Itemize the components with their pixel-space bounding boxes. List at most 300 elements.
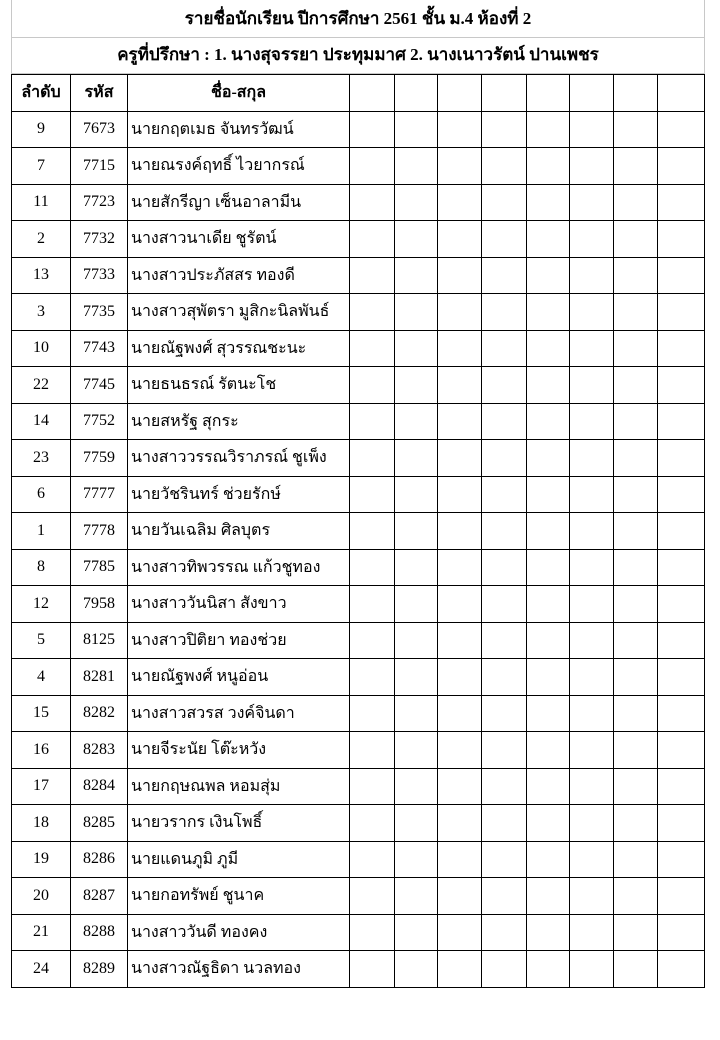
blank-cell bbox=[395, 184, 438, 221]
blank-cell bbox=[527, 805, 570, 842]
blank-cell bbox=[614, 951, 658, 988]
blank-cell bbox=[482, 330, 527, 367]
blank-cell bbox=[570, 111, 614, 148]
blank-cell bbox=[395, 111, 438, 148]
blank-cell bbox=[482, 841, 527, 878]
order-cell: 5 bbox=[12, 622, 71, 659]
order-cell: 15 bbox=[12, 695, 71, 732]
id-cell: 8282 bbox=[71, 695, 128, 732]
id-cell: 7735 bbox=[71, 294, 128, 331]
blank-cell bbox=[658, 111, 705, 148]
blank-cell bbox=[482, 951, 527, 988]
blank-cell bbox=[395, 476, 438, 513]
blank-cell bbox=[482, 257, 527, 294]
blank-cell bbox=[482, 695, 527, 732]
order-cell: 7 bbox=[12, 148, 71, 185]
blank-cell bbox=[482, 111, 527, 148]
blank-cell bbox=[614, 440, 658, 477]
blank-cell bbox=[570, 732, 614, 769]
blank-cell bbox=[438, 294, 482, 331]
blank-cell bbox=[350, 184, 395, 221]
order-cell: 22 bbox=[12, 367, 71, 404]
order-cell: 1 bbox=[12, 513, 71, 550]
order-cell: 6 bbox=[12, 476, 71, 513]
name-cell: นางสาวสุพัตรา มูสิกะนิลพันธ์ bbox=[128, 294, 350, 331]
blank-cell bbox=[614, 695, 658, 732]
blank-cell bbox=[570, 914, 614, 951]
blank-cell bbox=[570, 695, 614, 732]
blank-cell bbox=[350, 914, 395, 951]
table-row bbox=[12, 476, 705, 513]
blank-cell bbox=[658, 622, 705, 659]
blank-cell bbox=[395, 951, 438, 988]
blank-cell bbox=[438, 695, 482, 732]
blank-cell bbox=[482, 513, 527, 550]
header-blank-cell bbox=[482, 75, 527, 112]
blank-cell bbox=[438, 367, 482, 404]
blank-cell bbox=[527, 367, 570, 404]
name-cell: นายกฤตเมธ จันทรวัฒน์ bbox=[128, 111, 350, 148]
blank-cell bbox=[438, 440, 482, 477]
table-row bbox=[12, 768, 705, 805]
table-row bbox=[12, 367, 705, 404]
header-blank-cell bbox=[438, 75, 482, 112]
blank-cell bbox=[395, 330, 438, 367]
table-row bbox=[12, 732, 705, 769]
table-row bbox=[12, 586, 705, 623]
blank-cell bbox=[570, 184, 614, 221]
blank-cell bbox=[658, 768, 705, 805]
blank-cell bbox=[395, 549, 438, 586]
blank-cell bbox=[527, 148, 570, 185]
blank-cell bbox=[527, 622, 570, 659]
id-cell: 7752 bbox=[71, 403, 128, 440]
blank-cell bbox=[614, 111, 658, 148]
blank-cell bbox=[350, 878, 395, 915]
blank-cell bbox=[527, 476, 570, 513]
blank-cell bbox=[350, 805, 395, 842]
blank-cell bbox=[350, 768, 395, 805]
blank-cell bbox=[395, 914, 438, 951]
name-cell: นายวันเฉลิม ศิลบุตร bbox=[128, 513, 350, 550]
name-cell: นายกฤษณพล หอมสุ่ม bbox=[128, 768, 350, 805]
blank-cell bbox=[570, 221, 614, 258]
table-row bbox=[12, 184, 705, 221]
blank-cell bbox=[482, 622, 527, 659]
blank-cell bbox=[438, 878, 482, 915]
blank-cell bbox=[658, 878, 705, 915]
blank-cell bbox=[482, 367, 527, 404]
blank-cell bbox=[395, 294, 438, 331]
order-cell: 18 bbox=[12, 805, 71, 842]
id-cell: 8285 bbox=[71, 805, 128, 842]
blank-cell bbox=[350, 221, 395, 258]
table-row bbox=[12, 403, 705, 440]
blank-cell bbox=[658, 914, 705, 951]
blank-cell bbox=[482, 878, 527, 915]
blank-cell bbox=[614, 221, 658, 258]
blank-cell bbox=[614, 805, 658, 842]
blank-cell bbox=[350, 841, 395, 878]
blank-cell bbox=[438, 221, 482, 258]
blank-cell bbox=[570, 586, 614, 623]
id-cell: 7732 bbox=[71, 221, 128, 258]
advisors-line: ครูที่ปรึกษา : 1. นางสุจรรยา ประทุมมาศ 2. นางเนาวรัตน์ ปานเพชร bbox=[11, 37, 705, 74]
blank-cell bbox=[658, 951, 705, 988]
order-cell: 24 bbox=[12, 951, 71, 988]
blank-cell bbox=[614, 732, 658, 769]
blank-cell bbox=[658, 841, 705, 878]
id-cell: 7745 bbox=[71, 367, 128, 404]
header-blank-cell bbox=[350, 75, 395, 112]
table-row bbox=[12, 148, 705, 185]
blank-cell bbox=[570, 768, 614, 805]
blank-cell bbox=[570, 878, 614, 915]
blank-cell bbox=[438, 732, 482, 769]
blank-cell bbox=[614, 914, 658, 951]
blank-cell bbox=[438, 184, 482, 221]
order-cell: 4 bbox=[12, 659, 71, 696]
name-cell: นางสาวปิติยา ทองช่วย bbox=[128, 622, 350, 659]
blank-cell bbox=[438, 476, 482, 513]
name-cell: นายสักรีญา เซ็นอาลามีน bbox=[128, 184, 350, 221]
blank-cell bbox=[658, 805, 705, 842]
blank-cell bbox=[527, 878, 570, 915]
blank-cell bbox=[527, 914, 570, 951]
blank-cell bbox=[350, 732, 395, 769]
name-cell: นายวัชรินทร์ ช่วยรักษ์ bbox=[128, 476, 350, 513]
blank-cell bbox=[438, 330, 482, 367]
blank-cell bbox=[614, 586, 658, 623]
student-table bbox=[11, 74, 705, 988]
order-cell: 19 bbox=[12, 841, 71, 878]
blank-cell bbox=[395, 695, 438, 732]
blank-cell bbox=[658, 148, 705, 185]
blank-cell bbox=[350, 367, 395, 404]
blank-cell bbox=[395, 732, 438, 769]
blank-cell bbox=[395, 622, 438, 659]
blank-cell bbox=[658, 221, 705, 258]
blank-cell bbox=[658, 549, 705, 586]
blank-cell bbox=[395, 367, 438, 404]
blank-cell bbox=[350, 622, 395, 659]
blank-cell bbox=[614, 367, 658, 404]
order-cell: 9 bbox=[12, 111, 71, 148]
table-row bbox=[12, 549, 705, 586]
blank-cell bbox=[350, 476, 395, 513]
table-row bbox=[12, 622, 705, 659]
blank-cell bbox=[527, 732, 570, 769]
blank-cell bbox=[614, 659, 658, 696]
blank-cell bbox=[350, 951, 395, 988]
name-cell: นางสาววันนิสา สังขาว bbox=[128, 586, 350, 623]
name-cell: นายณัฐพงศ์ สุวรรณชะนะ bbox=[128, 330, 350, 367]
blank-cell bbox=[527, 549, 570, 586]
blank-cell bbox=[527, 841, 570, 878]
blank-cell bbox=[395, 440, 438, 477]
blank-cell bbox=[350, 330, 395, 367]
blank-cell bbox=[482, 294, 527, 331]
blank-cell bbox=[570, 841, 614, 878]
blank-cell bbox=[614, 148, 658, 185]
name-cell: นายณรงค์ฤทธิ์ ไวยากรณ์ bbox=[128, 148, 350, 185]
blank-cell bbox=[482, 805, 527, 842]
blank-cell bbox=[658, 586, 705, 623]
blank-cell bbox=[658, 330, 705, 367]
blank-cell bbox=[350, 403, 395, 440]
id-cell: 7778 bbox=[71, 513, 128, 550]
blank-cell bbox=[482, 914, 527, 951]
header-blank-cell bbox=[614, 75, 658, 112]
blank-cell bbox=[350, 659, 395, 696]
blank-cell bbox=[482, 732, 527, 769]
blank-cell bbox=[658, 659, 705, 696]
blank-cell bbox=[658, 732, 705, 769]
order-cell: 21 bbox=[12, 914, 71, 951]
name-cell: นายกอทรัพย์ ชูนาค bbox=[128, 878, 350, 915]
blank-cell bbox=[614, 841, 658, 878]
blank-cell bbox=[395, 805, 438, 842]
order-cell: 20 bbox=[12, 878, 71, 915]
blank-cell bbox=[482, 184, 527, 221]
table-header-row bbox=[12, 75, 705, 112]
name-cell: นายแดนภูมิ ภูมี bbox=[128, 841, 350, 878]
order-cell: 23 bbox=[12, 440, 71, 477]
blank-cell bbox=[482, 148, 527, 185]
blank-cell bbox=[350, 586, 395, 623]
id-cell: 7723 bbox=[71, 184, 128, 221]
order-cell: 17 bbox=[12, 768, 71, 805]
order-cell: 3 bbox=[12, 294, 71, 331]
id-cell: 7785 bbox=[71, 549, 128, 586]
blank-cell bbox=[527, 111, 570, 148]
blank-cell bbox=[658, 440, 705, 477]
blank-cell bbox=[570, 330, 614, 367]
blank-cell bbox=[570, 805, 614, 842]
blank-cell bbox=[570, 257, 614, 294]
blank-cell bbox=[438, 549, 482, 586]
id-cell: 7733 bbox=[71, 257, 128, 294]
id-cell: 8288 bbox=[71, 914, 128, 951]
blank-cell bbox=[350, 440, 395, 477]
blank-cell bbox=[614, 330, 658, 367]
name-cell: นางสาวณัฐธิดา นวลทอง bbox=[128, 951, 350, 988]
blank-cell bbox=[482, 440, 527, 477]
order-cell: 12 bbox=[12, 586, 71, 623]
id-cell: 8289 bbox=[71, 951, 128, 988]
blank-cell bbox=[570, 148, 614, 185]
id-cell: 7958 bbox=[71, 586, 128, 623]
blank-cell bbox=[482, 659, 527, 696]
blank-cell bbox=[395, 586, 438, 623]
id-cell: 7777 bbox=[71, 476, 128, 513]
blank-cell bbox=[438, 659, 482, 696]
order-cell: 2 bbox=[12, 221, 71, 258]
blank-cell bbox=[570, 403, 614, 440]
blank-cell bbox=[527, 659, 570, 696]
name-cell: นายณัฐพงศ์ หนูอ่อน bbox=[128, 659, 350, 696]
header-blank-cell bbox=[570, 75, 614, 112]
blank-cell bbox=[438, 951, 482, 988]
id-cell: 8283 bbox=[71, 732, 128, 769]
blank-cell bbox=[350, 111, 395, 148]
blank-cell bbox=[438, 513, 482, 550]
blank-cell bbox=[438, 914, 482, 951]
id-cell: 8287 bbox=[71, 878, 128, 915]
blank-cell bbox=[570, 294, 614, 331]
blank-cell bbox=[438, 257, 482, 294]
id-cell: 7759 bbox=[71, 440, 128, 477]
blank-cell bbox=[482, 768, 527, 805]
id-cell: 8284 bbox=[71, 768, 128, 805]
blank-cell bbox=[658, 476, 705, 513]
id-cell: 7715 bbox=[71, 148, 128, 185]
blank-cell bbox=[527, 221, 570, 258]
order-cell: 16 bbox=[12, 732, 71, 769]
blank-cell bbox=[527, 513, 570, 550]
blank-cell bbox=[438, 403, 482, 440]
blank-cell bbox=[570, 951, 614, 988]
blank-cell bbox=[527, 695, 570, 732]
blank-cell bbox=[614, 257, 658, 294]
id-cell: 8286 bbox=[71, 841, 128, 878]
name-cell: นางสาวนาเดีย ชูรัตน์ bbox=[128, 221, 350, 258]
name-cell: นายสหรัฐ สุกระ bbox=[128, 403, 350, 440]
blank-cell bbox=[438, 805, 482, 842]
blank-cell bbox=[350, 695, 395, 732]
blank-cell bbox=[614, 622, 658, 659]
table-row bbox=[12, 914, 705, 951]
blank-cell bbox=[395, 148, 438, 185]
table-row bbox=[12, 440, 705, 477]
table-row bbox=[12, 841, 705, 878]
blank-cell bbox=[658, 367, 705, 404]
blank-cell bbox=[658, 184, 705, 221]
blank-cell bbox=[658, 403, 705, 440]
table-row bbox=[12, 878, 705, 915]
table-row bbox=[12, 257, 705, 294]
id-cell: 8281 bbox=[71, 659, 128, 696]
name-cell: นายจีระนัย โต๊ะหวัง bbox=[128, 732, 350, 769]
id-cell: 7673 bbox=[71, 111, 128, 148]
page-title: รายชื่อนักเรียน ปีการศึกษา 2561 ชั้น ม.4 ห้องที่ 2 bbox=[11, 0, 705, 38]
header-blank-cell bbox=[527, 75, 570, 112]
blank-cell bbox=[658, 257, 705, 294]
table-row bbox=[12, 695, 705, 732]
blank-cell bbox=[614, 403, 658, 440]
blank-cell bbox=[482, 221, 527, 258]
blank-cell bbox=[527, 403, 570, 440]
blank-cell bbox=[570, 367, 614, 404]
name-cell: นางสาวสวรส วงค์จินดา bbox=[128, 695, 350, 732]
blank-cell bbox=[482, 586, 527, 623]
order-cell: 11 bbox=[12, 184, 71, 221]
header-blank-cell bbox=[395, 75, 438, 112]
blank-cell bbox=[614, 549, 658, 586]
table-row bbox=[12, 659, 705, 696]
blank-cell bbox=[527, 440, 570, 477]
blank-cell bbox=[482, 403, 527, 440]
header-name: ชื่อ-สกุล bbox=[128, 75, 350, 112]
blank-cell bbox=[395, 221, 438, 258]
order-cell: 10 bbox=[12, 330, 71, 367]
blank-cell bbox=[527, 768, 570, 805]
blank-cell bbox=[395, 659, 438, 696]
blank-cell bbox=[527, 586, 570, 623]
blank-cell bbox=[438, 148, 482, 185]
order-cell: 13 bbox=[12, 257, 71, 294]
table-row bbox=[12, 221, 705, 258]
blank-cell bbox=[395, 841, 438, 878]
blank-cell bbox=[350, 294, 395, 331]
blank-cell bbox=[614, 294, 658, 331]
blank-cell bbox=[570, 513, 614, 550]
blank-cell bbox=[570, 622, 614, 659]
table-row bbox=[12, 294, 705, 331]
name-cell: นางสาวประภัสสร ทองดี bbox=[128, 257, 350, 294]
table-row bbox=[12, 330, 705, 367]
blank-cell bbox=[350, 257, 395, 294]
blank-cell bbox=[570, 440, 614, 477]
blank-cell bbox=[614, 768, 658, 805]
blank-cell bbox=[614, 878, 658, 915]
blank-cell bbox=[570, 549, 614, 586]
header-id: รหัส bbox=[71, 75, 128, 112]
blank-cell bbox=[527, 294, 570, 331]
blank-cell bbox=[395, 513, 438, 550]
id-cell: 7743 bbox=[71, 330, 128, 367]
table-row bbox=[12, 951, 705, 988]
blank-cell bbox=[438, 586, 482, 623]
blank-cell bbox=[350, 549, 395, 586]
blank-cell bbox=[438, 622, 482, 659]
blank-cell bbox=[527, 951, 570, 988]
blank-cell bbox=[658, 513, 705, 550]
blank-cell bbox=[350, 148, 395, 185]
table-row bbox=[12, 805, 705, 842]
blank-cell bbox=[658, 695, 705, 732]
order-cell: 14 bbox=[12, 403, 71, 440]
order-cell: 8 bbox=[12, 549, 71, 586]
id-cell: 8125 bbox=[71, 622, 128, 659]
blank-cell bbox=[527, 257, 570, 294]
blank-cell bbox=[350, 513, 395, 550]
blank-cell bbox=[482, 476, 527, 513]
blank-cell bbox=[482, 549, 527, 586]
header-blank-cell bbox=[658, 75, 705, 112]
blank-cell bbox=[438, 768, 482, 805]
blank-cell bbox=[395, 878, 438, 915]
name-cell: นางสาววันดี ทองคง bbox=[128, 914, 350, 951]
blank-cell bbox=[570, 659, 614, 696]
blank-cell bbox=[527, 184, 570, 221]
blank-cell bbox=[570, 476, 614, 513]
blank-cell bbox=[395, 257, 438, 294]
name-cell: นางสาววรรณวิราภรณ์ ชูเพ็ง bbox=[128, 440, 350, 477]
blank-cell bbox=[395, 768, 438, 805]
name-cell: นายธนธรณ์ รัตนะโช bbox=[128, 367, 350, 404]
blank-cell bbox=[614, 184, 658, 221]
blank-cell bbox=[527, 330, 570, 367]
table-row bbox=[12, 111, 705, 148]
blank-cell bbox=[614, 476, 658, 513]
name-cell: นายวรากร เงินโพธิ์ bbox=[128, 805, 350, 842]
blank-cell bbox=[658, 294, 705, 331]
name-cell: นางสาวทิพวรรณ แก้วชูทอง bbox=[128, 549, 350, 586]
table-row bbox=[12, 513, 705, 550]
blank-cell bbox=[395, 403, 438, 440]
blank-cell bbox=[438, 111, 482, 148]
